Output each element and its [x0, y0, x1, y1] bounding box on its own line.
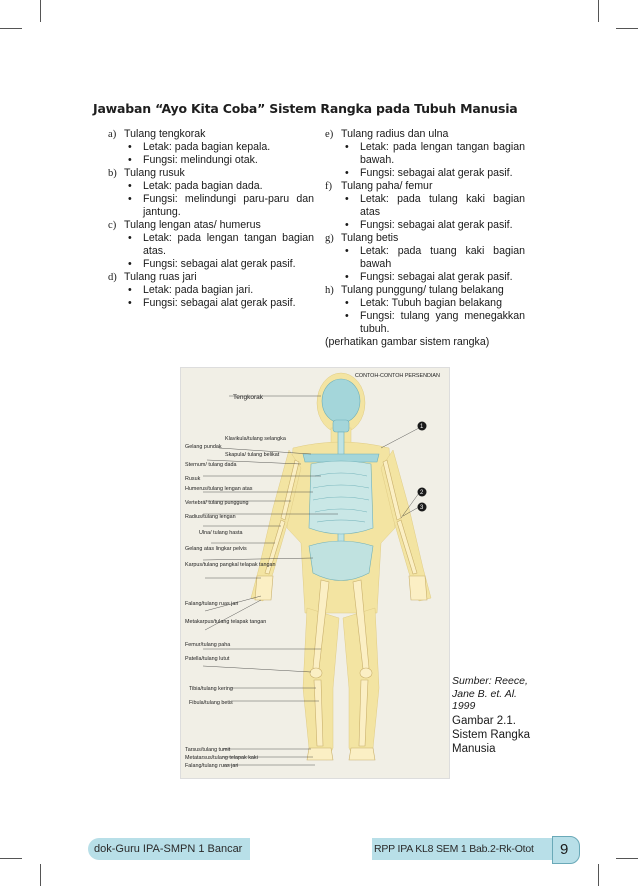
item-letter: h)	[325, 285, 334, 296]
bullet-text: Fungsi: melindungi otak.	[143, 154, 258, 166]
label-falang-tangan: Falang/tulang ruas jari	[185, 601, 239, 607]
skeleton-figure	[180, 367, 450, 779]
item-bullet	[108, 232, 314, 258]
crop-mark	[0, 858, 22, 859]
label-metakarpus: Metakarpus/tulang telapak tangan	[185, 619, 267, 625]
page-heading: Jawaban “Ayo Kita Coba” Sistem Rangka pada Tubuh Manusia	[93, 101, 518, 116]
bullet-text: Letak: Tubuh bagian belakang	[360, 297, 502, 309]
label-gelang-pundak: Gelang pundak	[185, 444, 222, 450]
answer-item	[325, 284, 525, 297]
label-skapula: Skapula/ tulang belikat	[225, 452, 280, 458]
bullet-dot: •	[128, 258, 132, 270]
page-number-box	[552, 836, 580, 864]
crop-mark	[40, 0, 41, 22]
item-bullet	[108, 258, 314, 271]
bullet-dot: •	[345, 271, 349, 283]
item-bullet	[108, 141, 314, 154]
bullet-dot: •	[128, 232, 132, 244]
bullet-dot: •	[345, 245, 349, 257]
label-patella: Patella/tulang lutut	[185, 656, 230, 662]
bullet-text: Letak: pada lengan tangan bagian bawah.	[360, 141, 525, 166]
item-bullet	[325, 297, 525, 310]
page-number: 9	[560, 841, 569, 858]
crop-mark	[40, 864, 41, 886]
marker-2: 2	[420, 490, 424, 496]
bullet-dot: •	[128, 180, 132, 192]
item-title: Tulang ruas jari	[124, 271, 197, 283]
label-fibula: Fibula/tulang betis	[189, 700, 233, 706]
label-tarsus: Tarsus/tulang tumit	[185, 747, 231, 753]
bullet-dot: •	[128, 193, 132, 205]
crop-mark	[598, 864, 599, 886]
item-letter: d)	[108, 272, 117, 283]
footer-left-tab	[88, 838, 250, 860]
item-bullet	[325, 310, 525, 336]
answer-item	[325, 180, 525, 193]
bullet-dot: •	[345, 310, 349, 322]
answer-item	[108, 271, 314, 284]
label-femur: Femur/tulang paha	[185, 642, 231, 648]
label-tibia: Tibia/tulang kering	[189, 686, 233, 692]
figure-caption: Gambar 2.1. Sistem Rangka Manusia	[452, 714, 530, 755]
joint-markers	[418, 422, 427, 512]
footer-right-tab	[372, 838, 552, 860]
bullet-text: Fungsi: sebagai alat gerak pasif.	[360, 167, 513, 179]
answer-item	[108, 128, 314, 141]
label-tengkorak: Tengkorak	[233, 394, 263, 401]
item-bullet	[108, 297, 314, 310]
bullet-dot: •	[345, 193, 349, 205]
footer-right-text: RPP IPA KL8 SEM 1 Bab.2-Rk-Otot	[374, 843, 534, 855]
item-bullet	[325, 141, 525, 167]
item-title: Tulang radius dan ulna	[341, 128, 449, 140]
item-title: Tulang paha/ femur	[341, 180, 433, 192]
marker-1: 1	[420, 424, 424, 430]
item-bullet	[325, 245, 525, 271]
label-ulna: Ulna/ tulang hasta	[199, 530, 243, 536]
bullet-text: Letak: pada bagian jari.	[143, 284, 254, 296]
bullet-text: Fungsi: melindungi paru-paru dan jantung.	[143, 193, 314, 218]
label-radius: Radius/tulang lengan	[185, 514, 236, 520]
bullet-dot: •	[345, 219, 349, 231]
label-vertebra: Vertebra/ tulang punggung	[185, 500, 249, 506]
item-title: Tulang punggung/ tulang belakang	[341, 284, 504, 296]
bullet-dot: •	[345, 167, 349, 179]
corner-label: CONTOH-CONTOH PERSENDIAN	[355, 373, 440, 379]
crop-mark	[0, 28, 22, 29]
label-metatarsus: Metatarsus/tulang telapak kaki	[185, 755, 258, 761]
bullet-text: Letak: pada bagian dada.	[143, 180, 263, 192]
label-sternum: Sternum/ tulang dada	[185, 462, 237, 468]
bullet-text: Fungsi: tulang yang menegakkan tubuh.	[360, 310, 525, 335]
answer-item	[325, 128, 525, 141]
item-letter: e)	[325, 129, 334, 140]
item-title: Tulang tengkorak	[124, 128, 206, 140]
bullet-dot: •	[128, 297, 132, 309]
answer-item	[108, 167, 314, 180]
answer-item	[325, 232, 525, 245]
bullet-text: Fungsi: sebagai alat gerak pasif.	[360, 271, 513, 283]
bullet-text: Fungsi: sebagai alat gerak pasif.	[143, 297, 296, 309]
crop-mark	[616, 28, 638, 29]
item-letter: g)	[325, 233, 334, 244]
answer-column-left	[108, 128, 314, 310]
label-humerus: Humerus/tulang lengan atas	[185, 486, 253, 492]
bullet-text: Letak: pada tulang kaki bagian atas	[360, 193, 525, 218]
item-bullet	[325, 271, 525, 284]
item-letter: c)	[108, 220, 117, 231]
label-rusuk: Rusuk	[185, 476, 201, 482]
item-title: Tulang rusuk	[124, 167, 185, 179]
item-title: Tulang betis	[341, 232, 399, 244]
bullet-text: Letak: pada bagian kepala.	[143, 141, 271, 153]
footer-left-text: dok-Guru IPA-SMPN 1 Bancar	[94, 843, 243, 855]
item-bullet	[325, 219, 525, 232]
item-bullet	[325, 167, 525, 180]
figure-note: (perhatikan gambar sistem rangka)	[325, 336, 490, 348]
item-letter: a)	[108, 129, 117, 140]
skeleton-illustration	[181, 368, 449, 778]
label-karpus: Karpus/tulang pangkal telapak tangan	[185, 562, 276, 568]
item-bullet	[325, 193, 525, 219]
bullet-text: Letak: pada lengan tangan bagian atas.	[143, 232, 314, 257]
bullet-dot: •	[345, 141, 349, 153]
figure-source	[452, 675, 542, 756]
item-title: Tulang lengan atas/ humerus	[124, 219, 261, 231]
label-klavikula: Klavikula/tulang selangka	[225, 436, 286, 442]
crop-mark	[598, 0, 599, 22]
label-falang-kaki: Falang/tulang ruas jari	[185, 763, 239, 769]
item-bullet	[108, 284, 314, 297]
bullet-dot: •	[128, 141, 132, 153]
marker-3: 3	[420, 505, 424, 511]
bullet-text: Fungsi: sebagai alat gerak pasif.	[143, 258, 296, 270]
answer-item	[108, 219, 314, 232]
bullet-dot: •	[128, 284, 132, 296]
bullet-text: Letak: pada tuang kaki bagian bawah	[360, 245, 525, 270]
bullet-text: Fungsi: sebagai alat gerak pasif.	[360, 219, 513, 231]
bullet-dot: •	[128, 154, 132, 166]
source-citation: Sumber: Reece, Jane B. et. Al. 1999	[452, 675, 528, 712]
upper-skeleton	[303, 379, 379, 581]
item-bullet	[108, 154, 314, 167]
answer-column-right	[325, 128, 525, 349]
item-bullet	[108, 193, 314, 219]
label-gelang-atas: Gelang atas lingkar pelvis	[185, 546, 247, 552]
item-letter: b)	[108, 168, 117, 179]
crop-mark	[616, 858, 638, 859]
item-bullet	[108, 180, 314, 193]
item-letter: f)	[325, 181, 333, 192]
bullet-dot: •	[345, 297, 349, 309]
